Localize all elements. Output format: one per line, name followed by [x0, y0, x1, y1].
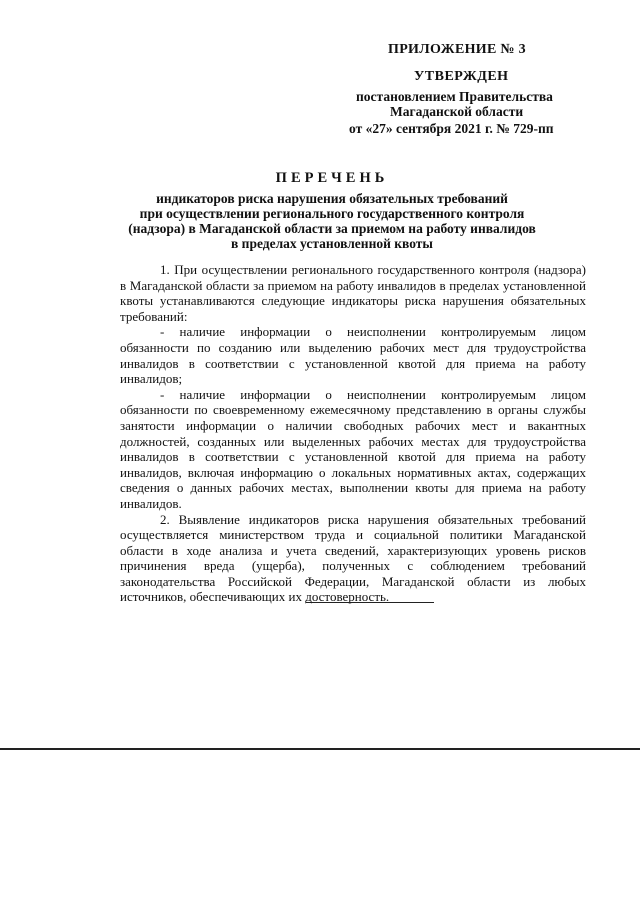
- decree-line: Магаданской области: [390, 104, 524, 119]
- subtitle-line: при осуществлении регионального государственного контроля: [139, 206, 525, 221]
- subtitle-line: в пределах установленной квоты: [231, 236, 433, 251]
- subtitle-line: индикаторов риска нарушения обязательных требований: [156, 191, 508, 206]
- paragraph: 2. Выявление индикаторов риска нарушения обязательных требований осуществляется министерством труда и социальной политики Магаданской области в ходе анализа и учета сведений, характеризующих уровень рисков причинения вреда (ущерба), полученных с соблюдением требований законодательства Российской Федерации, Магаданской области из любых источников, обеспечивающих их достоверность.: [120, 511, 586, 605]
- document-body: [120, 262, 586, 605]
- approved-label: УТВЕРЖДЕН: [414, 69, 509, 84]
- page-edge-line: [0, 748, 640, 750]
- document-title: ПЕРЕЧЕНЬ: [275, 170, 389, 186]
- decree-date-line: от «27» сентября 2021 г. № 729-пп: [349, 121, 554, 136]
- appendix-label: ПРИЛОЖЕНИЕ № 3: [388, 42, 526, 57]
- subtitle-line: (надзора) в Магаданской области за приемом на работу инвалидов: [128, 221, 536, 236]
- paragraph: 1. При осуществлении регионального государственного контроля (надзора) в Магаданской области за приемом на работу инвалидов в пределах установленной квоты устанавливаются следующие индикаторы риска нарушения обязательных требований:: [120, 262, 586, 324]
- decree-line: постановлением Правительства: [356, 89, 553, 104]
- bullet-item: - наличие информации о неисполнении контролируемым лицом обязанности по своевременному ежемесячному представлению в органы службы занятости информации о наличии свободных рабочих мест и вакантных должностей, созданных или выделенных рабочих местах для трудоустройства инвалидов в соответствии с установленной квотой для приема на работу инвалидов, включая информацию о локальных нормативных актах, содержащих сведения о данных рабочих местах, выполнении квоты для приема на работу инвалидов.: [120, 386, 586, 511]
- bullet-item: - наличие информации о неисполнении контролируемым лицом обязанности по созданию или выделению рабочих мест для трудоустройства инвалидов в соответствии с установленной квотой для приема на работу инвалидов;: [120, 324, 586, 387]
- separator-line: [306, 602, 434, 603]
